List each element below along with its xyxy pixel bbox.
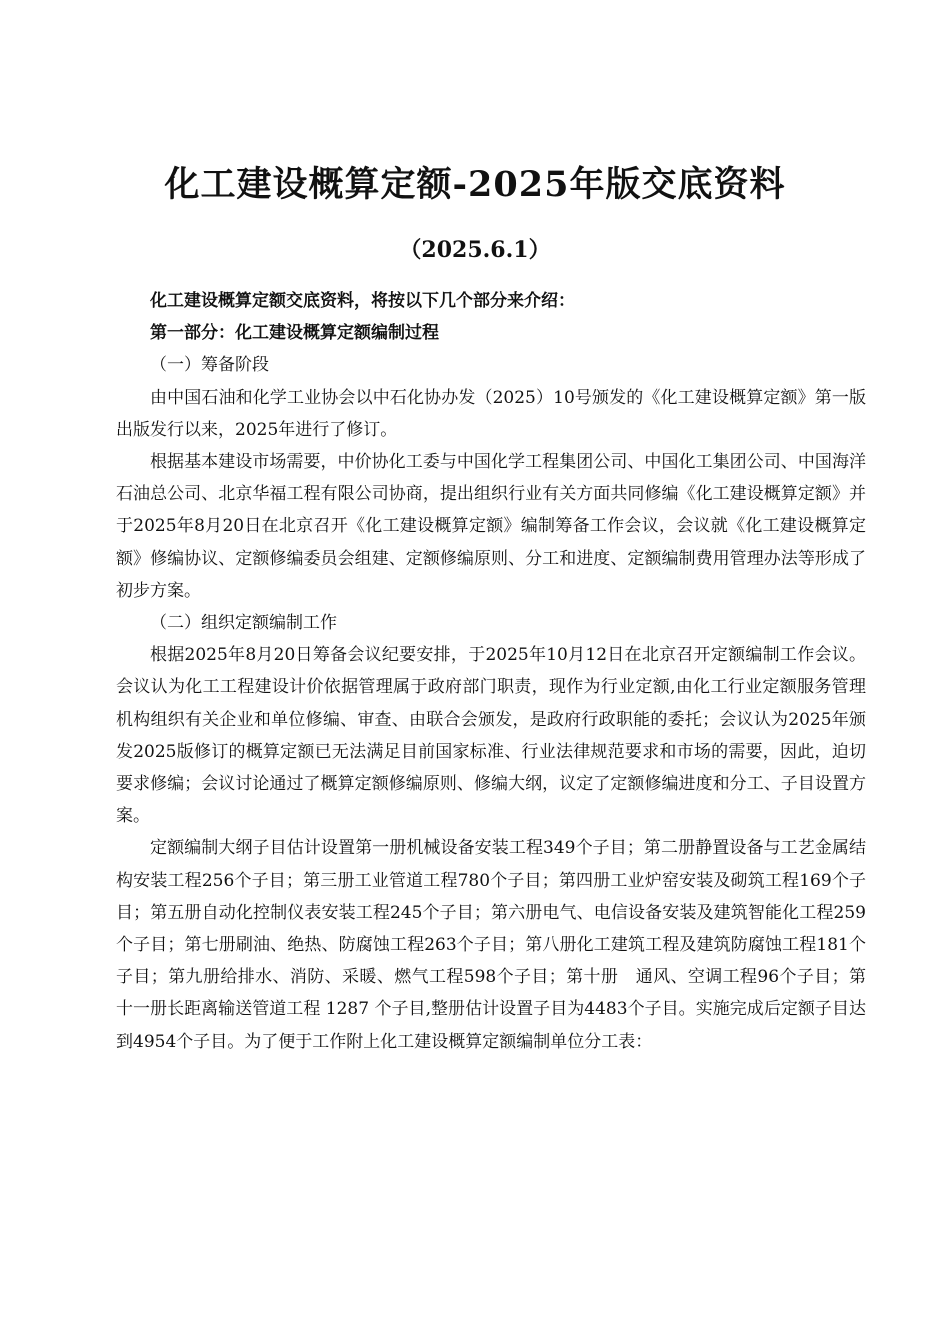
document-date: （2025.6.1） xyxy=(399,237,551,263)
section1-heading: （一）筹备阶段 xyxy=(150,355,269,376)
document-body xyxy=(116,285,866,1058)
section2-paragraph: 根据2025年8月20日筹备会议纪要安排，于2025年10月12日在北京召开定额编制工作会议。会议认为化工工程建设计价依据管理属于政府部门职责，现作为行业定额,由化工行业定额服务管理机构组织有关企业和单位修编、审查、由联合会颁发，是政府行政职能的委托；会议认为2025年颁发2025版修订的概算定额已无法满足目前国家标准、行业法律规范要求和市场的需要，因此，迫切要求修编；会议讨论通过了概算定额修编原则、修编大纲，议定了定额修编进度和分工、子目设置方案。 xyxy=(116,645,866,827)
document-title: 化工建设概算定额-2025年版交底资料 xyxy=(164,164,786,205)
section1-paragraph: 由中国石油和化学工业协会以中石化协办发（2025）10号颁发的《化工建设概算定额》第一版出版发行以来，2025年进行了修订。 xyxy=(116,387,866,440)
part1-heading: 第一部分：化工建设概算定额编制过程 xyxy=(150,323,439,344)
intro-line: 化工建设概算定额交底资料，将按以下几个部分来介绍： xyxy=(150,291,575,311)
section1-paragraph: 根据基本建设市场需要，中价协化工委与中国化学工程集团公司、中国化工集团公司、中国海洋石油总公司、北京华福工程有限公司协商，提出组织行业有关方面共同修编《化工建设概算定额》并于2025年8月20日在北京召开《化工建设概算定额》编制筹备工作会议，会议就《化工建设概算定额》修编协议、定额修编委员会组建、定额修编原则、分工和进度、定额编制费用管理办法等形成了初步方案。 xyxy=(116,452,866,601)
section2-paragraph: 定额编制大纲子目估计设置第一册机械设备安装工程349个子目；第二册静置设备与工艺金属结构安装工程256个子目；第三册工业管道工程780个子目；第四册工业炉窑安装及砌筑工程169个子目；第五册自动化控制仪表安装工程245个子目；第六册电气、电信设备安装及建筑智能化工程259个子目；第七册刷油、绝热、防腐蚀工程263个子目；第八册化工建筑工程及建筑防腐蚀工程181个子目；第九册给排水、消防、采暖、燃气工程598个子目；第十册 通风、空调工程96个子目；第十一册长距离输送管道工程 1287 个子目,整册估计设置子目为4483个子目。实施完成后定额子目达到4954个子目。为了便于工作附上化工建设概算定额编制单位分工表： xyxy=(116,838,866,1052)
section2-heading: （二）组织定额编制工作 xyxy=(150,613,337,634)
